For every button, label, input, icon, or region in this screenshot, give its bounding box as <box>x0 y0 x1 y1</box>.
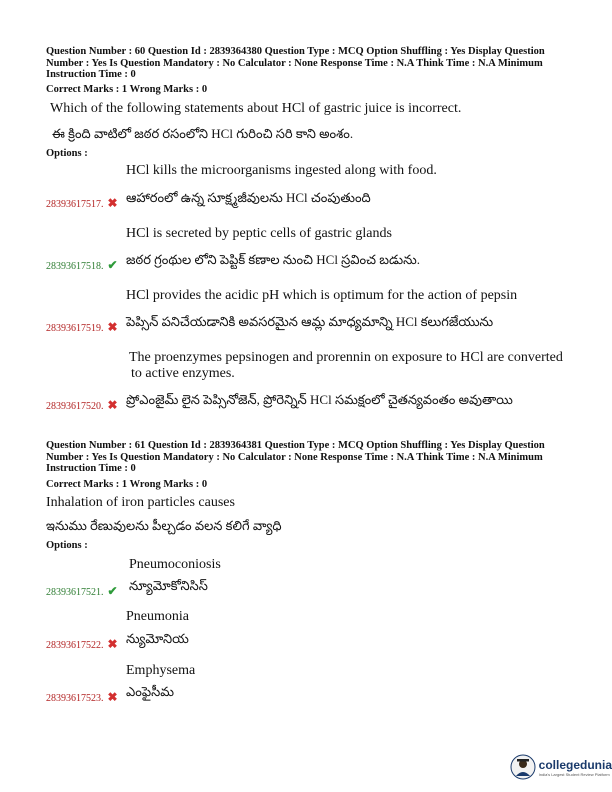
option-text-en: Pneumoconiosis <box>129 557 221 572</box>
collegedunia-logo[interactable] <box>510 754 612 780</box>
marks-line: Correct Marks : 1 Wrong Marks : 0 <box>46 84 208 95</box>
cross-icon: ✖ <box>107 320 118 334</box>
option-id[interactable]: 28393617522. ✖ <box>46 637 118 651</box>
meta-line: Question Number : 60 Question Id : 2839364380 Question Type : MCQ Option Shuffling : Yes Display Question <box>46 46 545 57</box>
check-icon: ✔ <box>107 258 118 272</box>
option-text-te: న్యూమోకోనిసిస్ <box>129 578 208 593</box>
option-text-en: Pneumonia <box>126 609 189 624</box>
meta-line: Number : Yes Is Question Mandatory : No Calculator : None Response Time : N.A Think Time : N.A Minimum <box>46 451 543 463</box>
cross-icon: ✖ <box>107 637 118 651</box>
question-meta <box>46 440 561 475</box>
option-text-en: to active enzymes. <box>131 366 235 381</box>
cross-icon: ✖ <box>107 690 118 704</box>
logo-tagline: India's Largest Student Review Platform <box>538 771 610 777</box>
meta-line: Question Number : 61 Question Id : 2839364381 Question Type : MCQ Option Shuffling : Yes Display Question <box>46 440 545 451</box>
cross-icon: ✖ <box>107 398 118 412</box>
meta-line: Number : Yes Is Question Mandatory : No Calculator : None Response Time : N.A Think Time : N.A Minimum <box>46 57 543 69</box>
option-id[interactable]: 28393617521. ✔ <box>46 584 118 598</box>
option-id[interactable]: 28393617520. ✖ <box>46 398 118 412</box>
option-text-te: ఆహారంలో ఉన్న సూక్ష్మజీవులను HCl చంపుతుంది <box>126 190 371 205</box>
option-text-en: HCl provides the acidic pH which is optimum for the action of pepsin <box>126 288 518 303</box>
question-text-te: ఇనుము రేణువులను పీల్చడం వలన కలిగే వ్యాధి <box>46 518 282 533</box>
option-id[interactable]: 28393617519. ✖ <box>46 320 118 334</box>
option-id[interactable]: 28393617518. ✔ <box>46 258 118 272</box>
option-id[interactable]: 28393617517. ✖ <box>46 196 118 210</box>
option-text-te: ప్రోఎంజైమ్ లైన పెప్సినోజెన్, ప్రోరెన్నిన్ HCl సమక్షంలో చైతన్యవంతం అవుతాయి <box>126 392 513 407</box>
option-text-te: జఠర గ్రంథుల లోని పెప్టిక్ కణాల నుంచి HCl స్రవించ బడును. <box>126 252 421 267</box>
check-icon: ✔ <box>107 584 118 598</box>
question-meta <box>46 46 561 81</box>
logo-name: collegedunia <box>538 757 612 772</box>
option-text-te: న్యుమోనియ <box>126 631 189 646</box>
meta-line: Instruction Time : 0 <box>46 463 136 474</box>
option-text-en: Emphysema <box>126 663 196 678</box>
option-id[interactable]: 28393617523. ✖ <box>46 690 118 704</box>
question-text-en: Which of the following statements about HCl of gastric juice is incorrect. <box>50 101 462 116</box>
options-label: Options : <box>46 148 88 159</box>
option-text-en: HCl is secreted by peptic cells of gastric glands <box>126 226 392 241</box>
student-mascot-icon <box>510 754 536 780</box>
option-text-te: పెప్సిన్ పనిచేయడానికి అవసరమైన ఆమ్ల మాధ్యమాన్ని HCl కలుగజేయును <box>126 314 494 329</box>
marks-line: Correct Marks : 1 Wrong Marks : 0 <box>46 479 208 490</box>
question-text-en: Inhalation of iron particles causes <box>46 495 235 510</box>
option-text-en: HCl kills the microorganisms ingested along with food. <box>126 163 437 178</box>
option-text-en: The proenzymes pepsinogen and prorennin on exposure to HCl are converted <box>129 350 563 365</box>
option-text-te: ఎంఫైసీమ <box>126 684 174 699</box>
options-label: Options : <box>46 540 88 551</box>
cross-icon: ✖ <box>107 196 118 210</box>
question-text-te: ఈ క్రింది వాటిలో జఠర రసంలోని HCl గురించి సరి కాని అంశం. <box>52 126 354 141</box>
meta-line: Instruction Time : 0 <box>46 69 136 80</box>
